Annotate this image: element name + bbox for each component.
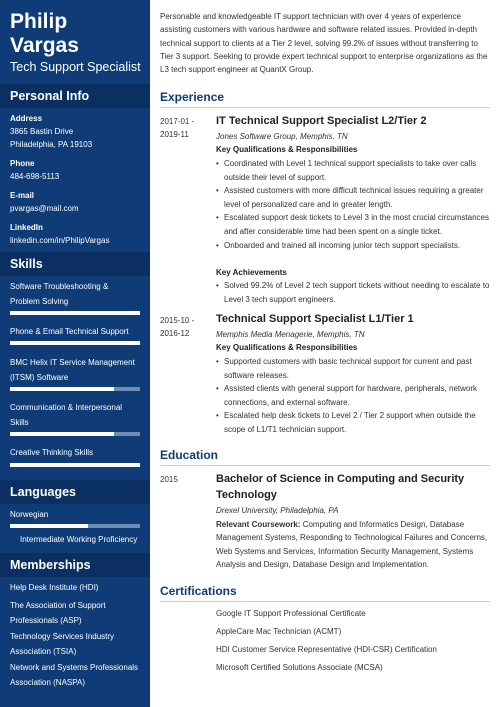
list-item: • Supported customers with basic technical support for current and past software releases. — [216, 355, 490, 382]
education-heading: Education — [160, 445, 490, 466]
languages-heading: Languages — [0, 480, 150, 504]
job-title: IT Technical Support Specialist L2/Tier 2 — [216, 115, 427, 127]
skill-level-fill — [10, 463, 140, 467]
coursework-text: Computing and Informatics Design, Database Management Systems, Responding to Technological Failures and Concerns, Web Systems and Services, Information Security Management, Systems Analysis and Design, Database Design and Implementation. — [216, 520, 488, 570]
membership-item: Help Desk Institute (HDI) — [10, 583, 99, 592]
email-value[interactable]: pvargas@mail.com — [10, 204, 79, 213]
job-date-start: 2017-01 - — [160, 117, 195, 126]
personal-info-heading: Personal Info — [0, 84, 150, 108]
job-date-start: 2015-10 - — [160, 316, 195, 325]
sidebar — [0, 0, 150, 707]
address-label: Address — [10, 114, 43, 123]
coursework-label: Relevant Coursework: — [216, 520, 301, 529]
list-item: • Assisted customers with more difficult technical issues requiring a greater level of personalized care and in greater length. — [216, 184, 490, 211]
education-coursework — [216, 518, 492, 572]
language-proficiency: Intermediate Working Proficiency — [20, 535, 138, 544]
skill-level-bar — [10, 387, 140, 391]
skill-level-bar — [10, 341, 140, 345]
skills-heading: Skills — [0, 252, 150, 276]
skill-level-bar — [10, 463, 140, 467]
memberships-heading: Memberships — [0, 553, 150, 577]
profile-summary: Personable and knowledgeable IT support technician with over 4 years of experience assisting customers with various hardware and software related issues. Provided in-depth technical support to clients at a Tier 2 level, solving 99.2% of issues without transferring to Tier 3 support. Seeking to provide expert technical support to enterprise organizations as the L3 tech support engineer at QuantX Group. — [160, 12, 488, 75]
skill-level-bar — [10, 311, 140, 315]
certification-item: AppleCare Mac Technician (ACMT) — [216, 627, 342, 636]
certification-item: Google IT Support Professional Certificate — [216, 609, 366, 618]
address-line1: 3865 Bastin Drive — [10, 127, 74, 136]
skill-level-fill — [10, 311, 140, 315]
job-achievements — [216, 279, 490, 306]
skill-name: Communication & Interpersonal Skills — [10, 403, 123, 427]
skill-level-fill — [10, 387, 114, 391]
address-line2: Philadelphia, PA 19103 — [10, 140, 93, 149]
education-school: Drexel University, Philadelphia, PA — [216, 506, 339, 515]
language-level-bar — [10, 524, 140, 528]
job-bullets — [216, 355, 490, 437]
job-title: Technical Support Specialist L1/Tier 1 — [216, 313, 414, 325]
skill-level-bar — [10, 432, 140, 436]
membership-item: Technology Services Industry Association (TSIA) — [10, 632, 115, 656]
skill-name: BMC Helix IT Service Management (ITSM) Software — [10, 358, 135, 382]
skill-name: Creative Thinking Skills — [10, 448, 93, 457]
phone-label: Phone — [10, 159, 35, 168]
list-item: • Coordinated with Level 1 technical support specialists to take over calls outside their level of support. — [216, 157, 490, 184]
skill-name: Phone & Email Technical Support — [10, 327, 129, 336]
list-item: • Solved 99.2% of Level 2 tech support tickets without needing to escalate to Level 3 tech support engineers. — [216, 279, 490, 306]
education-degree: Bachelor of Science in Computing and Security Technology — [216, 473, 465, 501]
education-date: 2015 — [160, 475, 178, 484]
membership-item: The Association of Support Professionals (ASP) — [10, 601, 106, 625]
certification-item: Microsoft Certified Solutions Associate (MCSA) — [216, 663, 383, 672]
linkedin-label: LinkedIn — [10, 223, 43, 232]
job-company: Memphis Media Menagerie, Memphis, TN — [216, 330, 365, 339]
last-name: Vargas — [10, 34, 79, 57]
first-name: Philip — [10, 10, 68, 33]
list-item: • Assisted clients with general support for hardware, peripherals, network connections, and external software. — [216, 382, 490, 409]
candidate-name — [10, 10, 79, 58]
phone-value: 484-698-5113 — [10, 172, 60, 181]
job-bullets — [216, 157, 490, 252]
linkedin-value[interactable]: linkedin.com/in/PhilipVargas — [10, 236, 110, 245]
experience-heading: Experience — [160, 87, 490, 108]
email-label: E-mail — [10, 191, 35, 200]
certification-item: HDI Customer Service Representative (HDI-CSR) Certification — [216, 645, 437, 654]
language-level-fill — [10, 524, 88, 528]
job-title: Tech Support Specialist — [10, 60, 141, 74]
skill-name: Software Troubleshooting & Problem Solving — [10, 282, 109, 306]
list-item: • Escalated support desk tickets to Level 3 in the most crucial circumstances and after considerable time had been spent on a single ticket. — [216, 211, 490, 238]
job-qualifications-heading: Key Qualifications & Responsibilities — [216, 145, 358, 154]
certifications-heading: Certifications — [160, 581, 490, 602]
job-date-end: 2019-11 — [160, 130, 189, 139]
job-achievements-heading: Key Achievements — [216, 268, 287, 277]
membership-item: Network and Systems Professionals Association (NASPA) — [10, 663, 139, 687]
list-item: • Escalated help desk tickets to Level 2 / Tier 2 support when outside the scope of L1/T1 technician support. — [216, 409, 490, 436]
job-date-end: 2016-12 — [160, 329, 190, 338]
skill-level-fill — [10, 432, 114, 436]
skill-level-fill — [10, 341, 140, 345]
job-company: Jones Software Group, Memphis, TN — [216, 132, 348, 141]
job-qualifications-heading: Key Qualifications & Responsibilities — [216, 343, 358, 352]
language-name: Norwegian — [10, 510, 49, 519]
list-item: • Onboarded and trained all incoming junior tech support specialists. — [216, 239, 490, 253]
